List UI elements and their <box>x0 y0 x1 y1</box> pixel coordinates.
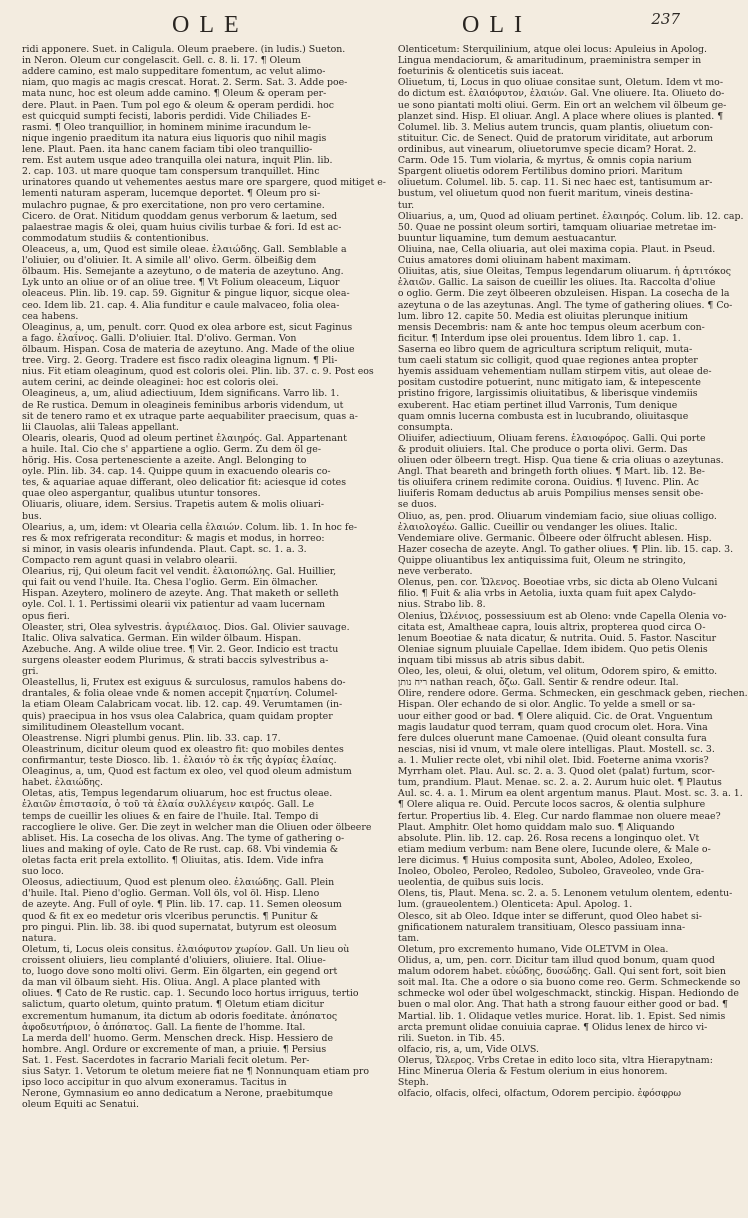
text-line: Lyk unto an oliue or of an oliue tree. ¶ Vt Folium oleaceum, Liquor <box>22 277 340 289</box>
text-line: rem. Est autem usque adeo tranquilla olei natura, inquit Plin. lib. <box>22 155 333 167</box>
text-line: Olidus, a, um, pen. corr. Dicitur tam illud quod bonum, quam quod <box>397 954 715 966</box>
text-line: liues and making of oyle. Cato de Re rust. cap. 68. Vbi vindemia & <box>22 843 339 855</box>
text-line: inquam tibi missus ab atris sibus dabit. <box>397 655 585 667</box>
text-line: Olearis, olearis, Quod ad oleum pertinet ἐλαιηρός. Gal. Appartenant <box>22 432 347 444</box>
text-line: mensis Decembris: nam & ante hoc tempus oleum acerbum con- <box>397 321 705 333</box>
text-line: oyle. Plin. lib. 34. cap. 14. Quippe quum in exacuendo olearis co- <box>22 466 331 478</box>
text-line: fere dulces oluerunt mane Camoenae. (Quid oleant consulta fura <box>397 732 707 744</box>
text-line: Oleosus, adiectiuum, Quod est plenum oleo. ἐλαιώδης. Gall. Plein <box>22 877 335 889</box>
text-line: Olearius, rij, Qui oleum facit vel vendit. ἐλαιοπώλης. Gal. Huillier, <box>22 566 337 578</box>
text-line: urinatores quando ut vehementes aestus mare ore spargere, quod mitiget e- <box>22 177 386 189</box>
text-line: natura. <box>22 932 57 944</box>
text-line: ficitur. ¶ Interdum ipse olei prouentus. Idem libro 1. cap. 1. <box>397 332 681 344</box>
text-line: Oletum, ti, Locus oleis consitus. ἐλαιόφυτον χωρίον. Gall. Un lieu où <box>22 943 350 955</box>
text-line: surgens oleaster eodem Plurimus, & strati baccis sylvestribus a- <box>22 655 329 667</box>
text-line: Nerone, Gymnasium eo anno dedicatum a Nerone, praebitumque <box>22 1088 333 1100</box>
text-line: raccogliere le olive. Ger. Die zeyt in welcher man die Oliuen oder ölbeere <box>22 821 372 833</box>
text-line: Oleniae signum pluuiale Capellae. Idem ibidem. Quo petis Olenis <box>397 643 708 655</box>
text-line: schmecke wol oder übel wolgeschmackt, stinckig. Hispan. Hediondo de <box>397 988 739 1000</box>
text-line: malum odorem habet. εὐώδης, δυσώδης. Gall. Qui sent fort, soit bien <box>397 966 726 978</box>
text-line: o oglio. Germ. Die zeyt ölbeeren obzuleisen. Hispan. La cosecha de la <box>397 288 730 300</box>
text-line: drantales, & folia oleae vnde & nomen accepit ζηματίνη. Columel- <box>22 688 338 700</box>
text-line: mata nunc, hoc est oleum adde camino. ¶ Oleum & operam per- <box>22 88 327 100</box>
text-line: Aul. sc. 4. a. 1. Mirum ea olent argentum manus. Plaut. Most. sc. 3. a. 1. <box>397 788 743 800</box>
text-line: Vendemiare olive. Germanic. Ölbeere oder ölfrucht ablesen. Hisp. <box>397 532 712 544</box>
text-line: ἀφοδευτήριον, ὁ ἀπόπατος. Gall. La fiente de l'homme. Ital. <box>22 1021 306 1033</box>
header-left: OLE <box>172 12 249 38</box>
text-line: Olenus, pen. cor. Ὤλενος. Boeotiae vrbs, sic dicta ab Oleno Vulcani <box>397 577 718 589</box>
text-line: pro pingui. Plin. lib. 38. ibi quod supernatat, butyrum est oleosum <box>22 921 337 933</box>
text-line: nescias, nisi id vnum, vt male olere intelligas. Plaut. Mostell. sc. 3. <box>397 743 715 755</box>
text-line: Steph. <box>397 1077 429 1089</box>
text-line: res & mox refrigerata reconditur: & magis et modus, in horreo: <box>22 532 325 544</box>
text-line: 50. Quae ne possint oleum sortiri, tamquam oliuariae metretae im- <box>397 221 717 233</box>
text-line: Oletas, atis, Tempus legendarum oliuarum, hoc est fructus oleae. <box>22 788 333 800</box>
text-line: Olenticetum: Sterquilinium, atque olei locus: Apuleius in Apolog. <box>397 44 707 55</box>
text-line: quae oleo aspergantur, qualibus utuntur tonsores. <box>22 488 261 500</box>
text-line: fertur. Propertius lib. 4. Eleg. Cur nardo flammae non oluere meae? <box>397 810 721 822</box>
text-line: olfacio, ris, a, um, Vide OLVS. <box>397 1043 539 1055</box>
text-line: magis laudatur quod terram, quam quod crocum olet. Hora. Vina <box>397 721 708 733</box>
text-line: Olenius, Ὠλένιος, possessiuum est ab Oleno: vnde Capella Olenia vo- <box>397 610 727 622</box>
text-line: oleaceus. Plin. lib. 19. cap. 59. Gignitur & pingue liquor, sicque olea- <box>22 288 350 300</box>
text-line: Oleaginus, a, um, Quod est factum ex oleo, vel quod oleum admistum <box>22 766 352 778</box>
text-line: ordinibus, aut vinearum, oliuetorumve specie dicam? Horat. 2. <box>397 143 697 155</box>
text-line: citata est, Amaltheae capra, louis altrix, propterea quod circa O- <box>397 621 706 633</box>
text-line: est quicquid sumpti fecisti, laboris perdidi. Vide Chiliades E- <box>22 110 311 122</box>
text-line: cea habens. <box>22 310 79 322</box>
text-line: lere dicimus. ¶ Huius composita sunt, Aboleo, Adoleo, Exoleo, <box>397 854 693 866</box>
text-line: lum. libro 12. capite 50. Media est oliuitas plerunque initium <box>397 310 688 322</box>
text-line: Oleastrinum, dicitur oleum quod ex oleastro fit: quo mobiles dentes <box>22 743 344 755</box>
text-line: tis oliuifera crinem redimite corona. Ouidius. ¶ Iuvenc. Plin. Ac <box>397 477 699 489</box>
text-line: Olearius, a, um, idem: vt Olearia cella ἐλαιών. Colum. lib. 1. In hoc fe- <box>22 521 358 533</box>
text-line: oliuen oder ölbeern tregt. Hisp. Qua tiene & cria oliuas o azeytunas. <box>397 455 724 467</box>
text-line: Oliuina, nae, Cella oliuaria, aut olei maxima copia. Plaut. in Pseud. <box>397 243 716 255</box>
text-line: uour either good or bad. ¶ Olere aliquid. Cic. de Orat. Vnguentum <box>397 710 713 722</box>
text-line: tum caeli statum sic colligit, quod quae regiones antea propter <box>397 355 698 367</box>
text-line: ἐλαιῶν ἐπιστασία, ὁ τοῦ τὰ ἐλαία συλλέγειν καιρός. Gall. Le <box>22 799 315 811</box>
text-line: ölbaum. His. Semejante a azeytuno, o de materia de azeytuno. Ang. <box>22 266 344 278</box>
text-line: salictum, quarto oletum, quinto pratum. ¶ Oletum etiam dicitur <box>22 999 325 1011</box>
text-line: tam. <box>397 932 420 944</box>
text-line: Myrrham olet. Plau. Aul. sc. 2. a. 3. Quod olet (palat) furtum, scor- <box>397 766 715 778</box>
text-line: sit de tenero ramo et ex utraque parte aequabiliter praecisum, quas a- <box>22 410 358 422</box>
text-line: abliset. His. La cosecha de los olivas. Ang. The tyme of gathering o- <box>22 832 345 844</box>
text-line: rasmi. ¶ Oleo tranquillior, in hominem minime iracundum le- <box>22 121 311 133</box>
text-line: tum, prandium. Plaut. Menae. sc. 2. a. 2. Aurum huic olet. ¶ Plautus <box>397 777 722 789</box>
text-line: ipso loco accipitur in quo alvum exoneramus. Tacitus in <box>22 1077 287 1089</box>
text-line: sius Satyr. 1. Vetorum te oletum meiere fiat ne ¶ Nonnunquam etiam pro <box>22 1066 369 1078</box>
text-line: Oleo, les, oleui, & olui, oletum, vel olitum, Odorem spiro, & emitto. <box>397 666 718 678</box>
text-line: oliues. ¶ Cato de Re rustic. cap. 1. Secundo loco hortus irriguus, tertio <box>22 988 359 1000</box>
text-line: liuiferis Romam deductus ab aruis Pompilius menses sensit obe- <box>397 488 704 500</box>
text-line: de Re rustica. Demum in oleagineis feminibus arboris videndum, ut <box>22 399 344 411</box>
text-line: a. 1. Mulier recte olet, vbi nihil olet. Ibid. Foeterne anima vxoris? <box>397 755 709 766</box>
text-line: Oliuifer, adiectiuum, Oliuam ferens. ἐλαιοφόρος. Galli. Qui porte <box>397 432 706 444</box>
text-line: tur. <box>397 199 415 211</box>
text-line: autem cerini, ac deinde oleaginei: hoc est coloris olei. <box>22 377 279 389</box>
text-line: qui fait ou vend l'huile. Ita. Chesa l'oglio. Germ. Ein ölmacher. <box>22 577 318 589</box>
text-line: Oleaginus, a, um, penult. corr. Quod ex olea arbore est, sicut Faginus <box>22 321 353 333</box>
text-line: Lingua mendaciorum, & amaritudinum, praeministra semper in <box>397 55 702 67</box>
text-line: excrementum humanum, ita dictum ab odoris foeditate. ἀπόπατος <box>22 1010 338 1022</box>
text-line: a fago. ἐλαΐνος. Galli. D'oliuier. Ital. D'olivo. German. Von <box>22 332 297 344</box>
text-line: oleum Equiti ac Senatui. <box>22 1099 139 1111</box>
text-line: Compacto rem agunt quasi in velabro olearii. <box>22 555 238 567</box>
text-line: Saserna eo libro quem de agricultura scriptum reliquit, muta- <box>397 343 693 355</box>
text-line: a huile. Ital. Cio che s' appartiene a oglio. Germ. Zu dem öl ge- <box>22 443 322 455</box>
text-line: exuberent. Hac etiam pertinet illud Varronis, Tum denique <box>397 399 678 411</box>
running-header <box>22 8 686 42</box>
text-columns <box>22 44 748 1208</box>
text-line: da man vil ölbaum sieht. His. Oliua. Angl. A place planted with <box>22 977 321 989</box>
text-line: oletas facta erit prela extollito. ¶ Oliuitas, atis. Idem. Vide infra <box>22 854 324 866</box>
text-line: gri. <box>22 666 39 678</box>
text-line: nius. Fit etiam oleaginum, quod est coloris olei. Plin. lib. 37. c. 9. Post eos <box>22 366 374 378</box>
right-column <box>398 44 748 1208</box>
text-line: tes, & aquariae aquae differant, oleo delicatior fit: aciesque id cotes <box>22 477 347 489</box>
text-line: Oleastrense. Nigri plumbi genus. Plin. lib. 33. cap. 17. <box>22 732 281 744</box>
text-line: Quippe oliuantibus lex antiquissima fuit, Oleum ne stringito, <box>397 555 686 567</box>
text-line: Oleastellus, li, Frutex est exiguus & surculosus, ramulos habens do- <box>22 677 346 689</box>
text-line: Plaut. Amphitr. Olet homo quiddam malo suo. ¶ Aliquando <box>397 821 675 833</box>
text-line: ἐλαιῶν. Gallic. La saison de cueillir les oliues. Ita. Raccolta d'oliue <box>397 277 716 289</box>
text-line: lenum Boeotiae & nata dicatur, & nutrita. Ouid. 5. Fastor. Nascitur <box>397 632 717 644</box>
text-line: positam custodire potuerint, nunc mitigato iam, & intepescente <box>397 377 701 389</box>
text-line: ceo. Idem lib. 21. cap. 4. Alia funditur e caule malvaceo, folia olea- <box>22 299 340 311</box>
text-line: Oliuitas, atis, siue Oleitas, Tempus legendarum oliuarum. ἡ ἀρτιτόκος <box>397 266 732 278</box>
text-line: Martial. lib. 1. Olidaque vetles murice. Horat. lib. 1. Epist. Sed nimis <box>397 1010 726 1022</box>
text-line: Azebuche. Ang. A wilde oliue tree. ¶ Vir. 2. Geor. Indicio est tractu <box>22 643 339 655</box>
text-line: Carm. Ode 15. Tum violaria, & myrtus, & omnis copia narium <box>397 155 692 167</box>
text-line: hombre. Angl. Ordure or excremente of man, a priuie. ¶ Persius <box>22 1043 327 1055</box>
text-line: ridi apponere. Suet. in Caligula. Oleum praebere. (in ludis.) Sueton. <box>22 44 346 55</box>
text-line: soit mal. Ita. Che a odore o sia buono come reo. Germ. Schmeckende so <box>397 977 741 989</box>
text-line: Oliuo, as, pen. prod. Oliuarum vindemiam facio, siue oliuas colligo. <box>397 510 717 522</box>
text-line: quam omnis lucerna combusta est in lucubrando, oliuitasque <box>397 410 689 422</box>
text-line: dere. Plaut. in Paen. Tum pol ego & oleum & operam perdidi. hoc <box>22 99 335 111</box>
text-line: se duos. <box>397 499 437 511</box>
text-line: in Neron. Oleum cur congelascit. Gell. c. 8. li. 17. ¶ Oleum <box>22 55 301 67</box>
text-line: Sat. 1. Fest. Sacerdotes in facrario Mariali fecit oletum. Per- <box>22 1054 310 1066</box>
text-line: si minor, in vasis olearis infundenda. Plaut. Capt. sc. 1. a. 3. <box>22 543 307 555</box>
text-line: niam, quo magis ac magis crescat. Horat. 2. Serm. Sat. 3. Adde poe- <box>22 77 348 89</box>
text-line: tree. Virg. 2. Georg. Tradere est fisco radix oleagina lignum. ¶ Pli- <box>22 355 338 367</box>
text-line: oliuetum. Columel. lib. 5. cap. 11. Si nec haec est, tantisumum ar- <box>397 177 713 189</box>
text-line: quis) praecipua in hos vsus olea Calabrica, quam quidam propter <box>22 710 333 722</box>
text-line: temps de cueillir les oliues & en faire de l'huile. Ital. Tempo di <box>22 810 319 822</box>
text-line: buuntur liquamine, tum demum aestuacantur. <box>397 232 617 244</box>
text-line: de azeyte. Ang. Full of oyle. ¶ Plin. lib. 17. cap. 11. Semen oleosum <box>22 899 342 911</box>
text-line: do dictum est. ἐλαιόφυτον, ἐλαιών. Gal. Vne oliuere. Ita. Oliueto do- <box>397 88 725 100</box>
text-line: Hispan. Oler echando de si olor. Anglic. To yelde a smell or sa- <box>397 699 696 711</box>
text-line: filio. ¶ Fuit & alia vrbs in Aetolia, iuxta quam fuit apex Calydo- <box>397 588 696 600</box>
text-line: 2. cap. 103. ut mare quoque tam conspersum tranquillet. Hinc <box>22 166 320 178</box>
text-line: la etiam Oleam Calabricam vocat. lib. 12. cap. 49. Verumtamen (in- <box>22 699 343 711</box>
text-line: Olire, rendere odore. Germa. Schmecken, ein geschmack geben, riechen. <box>397 688 748 700</box>
text-line: ue sono piantati molti oliui. Germ. Ein ort an welchem vil ölbeum ge- <box>397 99 727 111</box>
text-line: & produit oliuiers. Ital. Che produce o porta olivi. Germ. Das <box>397 443 688 455</box>
text-line: Oletum, pro excremento humano, Vide OLETVM in Olea. <box>397 943 669 955</box>
text-line: oyle. Col. l. 1. Pertissimi olearii vix patientur ad vaam lucernam <box>22 599 326 611</box>
text-line: foeturinis & olenticetis suis iaceat. <box>397 66 564 78</box>
text-line: etiam medium verbum: nam Bene olere, Iucunde olere, & Male o- <box>397 843 711 855</box>
text-line: gnificationem naturalem transitiuam, Olesco passiuam inna- <box>397 921 686 933</box>
text-line: quod & fit ex eo medetur oris vlceribus perunctis. ¶ Punitur & <box>22 910 319 922</box>
text-line: Hispan. Azeytero, molinero de azeyte. Ang. That maketh or selleth <box>22 588 339 600</box>
text-line: hyemis assiduam vehementiam nullam stirpem vitis, aut oleae de- <box>397 366 712 378</box>
text-line: lementi naturam asperam, lucemque deportet. ¶ Oleum pro si- <box>22 188 321 200</box>
text-line: to, luogo dove sono molti olivi. Germ. Ein ölgarten, ein gegend ort <box>22 966 338 978</box>
text-line: suo loco. <box>22 866 64 878</box>
text-line: azeytuna o de las azeytunas. Angl. The tyme of gathering oliues. ¶ Co- <box>397 299 733 311</box>
text-line: nique ingenio praeditum ita natura eius liquoris quo nihil magis <box>22 132 327 144</box>
text-line: planzet sind. Hisp. El oliuar. Angl. A place where oliues is planted. ¶ <box>397 110 724 122</box>
text-line: hörig. His. Cosa pertenesciente a azeite. Angl. Belonging to <box>22 455 307 467</box>
text-line: Oliuetum, ti, Locus in quo oliuae consitae sunt, Oletum. Idem vt mo- <box>397 77 723 89</box>
text-line: La merda dell' huomo. Germ. Menschen dreck. Hisp. Hessiero de <box>22 1032 334 1044</box>
text-line: confirmantur, teste Diosco. lib. 1. ἐλαιόν τὸ ἐκ τῆς ἀγρίας ἐλαίας. <box>22 755 337 766</box>
header-right: OLI <box>462 12 532 38</box>
text-line: Olesco, sit ab Oleo. Idque inter se differunt, quod Oleo habet si- <box>397 910 702 922</box>
text-line: absolute. Plin. lib. 12. cap. 26. Rosa recens a longinquo olet. Vt <box>397 832 700 844</box>
text-line: rili. Sueton. in Tib. 45. <box>397 1032 505 1044</box>
text-line: nius. Strabo lib. 8. <box>397 599 486 611</box>
text-line: Oleaceus, a, um, Quod est simile oleae. ἐλαιώδης. Gall. Semblable a <box>22 243 347 255</box>
text-line: ölbaum. Hispan. Cosa de materia de azeytuno. Ang. Made of the oliue <box>22 343 355 355</box>
text-line: Spargent oliuetis odorem Fertilibus domino priori. Maritum <box>397 166 683 178</box>
text-line: ueolentia, de quibus suis locis. <box>397 877 544 889</box>
text-line: similitudinem Oleastellum vocant. <box>22 721 185 733</box>
text-line: Oliuarius, a, um, Quod ad oliuam pertinet. ἐλαιηρός. Colum. lib. 12. cap. <box>397 210 744 222</box>
text-line: Italic. Oliva salvatica. German. Ein wilder ölbaum. Hispan. <box>22 632 302 644</box>
text-line: stituitur. Cic. de Senect. Quid de pratorum viriditate, aut arborum <box>397 132 713 144</box>
text-line: Inoleo, Oboleo, Peroleo, Redoleo, Suboleo, Graveoleo, vnde Gra- <box>397 866 705 878</box>
text-line: Cuius amatores domi oliuinam habent maximam. <box>397 255 632 267</box>
text-line: ἐλαιολογέω. Gallic. Cueillir ou vendanger les oliues. Italic. <box>397 521 678 533</box>
text-line: lii Clauolas, alii Taleas appellant. <box>22 421 179 433</box>
text-line: commodatum studiis & contentionibus. <box>22 232 209 244</box>
text-line: lene. Plaut. Paen. ita hanc canem faciam tibi oleo tranquillio- <box>22 143 313 155</box>
text-line: olfacio, olfacis, olfeci, olfactum, Odorem percipio. ἐφόσφρω <box>397 1088 681 1100</box>
text-line: neve verberato. <box>397 566 473 578</box>
text-line: Oleagineus, a, um, aliud adiectiuum, Idem significans. Varro lib. 1. <box>22 388 340 400</box>
text-line: bus. <box>22 510 42 522</box>
text-line: l'oliuier, ou d'oliuier. It. A simile all' olivo. Germ. ölbeißig dem <box>22 255 317 267</box>
text-line: arcta premunt olidae conuiuia caprae. ¶ Olidus lenex de hirco vi- <box>397 1021 708 1033</box>
text-line: opus fieri. <box>22 610 70 622</box>
text-line: lum. (graueolentem.) Olenticeta: Apul. Apolog. 1. <box>397 899 633 911</box>
text-line: Oleaster, stri, Olea sylvestris. ἀγριέλαιος. Dios. Gal. Olivier sauvage. <box>22 621 350 633</box>
text-line: palaestrae magis & olei, quam huius civilis turbae & fori. Id est ac- <box>22 221 342 233</box>
text-line: Oliuaris, oliuare, idem. Sersius. Trapetis autem & molis oliuari- <box>22 499 325 511</box>
text-line: pristino frigore, largissimis oliuitatibus, & liberisque vindemiis <box>397 388 698 400</box>
text-line: Hinc Minerua Oleria & Festum olerium in eius honorem. <box>397 1066 668 1078</box>
text-line: Cicero. de Orat. Nitidum quoddam genus verborum & laetum, sed <box>22 210 338 222</box>
text-line: croissent oliuiers, lieu complanté d'oliuiers, oliuiere. Ital. Oliue- <box>22 954 326 966</box>
page-number: 237 <box>651 10 680 28</box>
text-line: d'huile. Ital. Pieno d'oglio. German. Voll öls, vol öl. Hisp. Lleno <box>22 888 320 900</box>
text-line: Columel. lib. 3. Melius autem truncis, quam plantis, oliuetum con- <box>397 121 713 133</box>
text-line: habet. ἐλαιώδης. <box>22 777 104 789</box>
text-line: Angl. That beareth and bringeth forth oliues. ¶ Mart. lib. 12. Be- <box>397 466 705 478</box>
text-line: addere camino, est malo suppeditare fomentum, ac velut alimo- <box>22 66 326 78</box>
text-line: bustum, vel oliuetum quod non fuerit maritum, vineis destina- <box>397 188 694 200</box>
text-line: mulachro pugnae, & pro exercitatione, non pro vero certamine. <box>22 199 325 211</box>
text-line: Hazer cosecha de azeyte. Angl. To gather oliues. ¶ Plin. lib. 15. cap. 3. <box>397 543 734 555</box>
text-line: consumpta. <box>397 421 453 433</box>
text-line: ¶ Olere aliqua re. Ouid. Percute locos sacros, & olentia sulphure <box>397 799 706 811</box>
text-line: buen o mal olor. Ang. That hath a strong fauour either good or bad. ¶ <box>397 999 728 1011</box>
left-column <box>22 44 386 1208</box>
text-line: Olens, tis, Plaut. Mena. sc. 2. a. 5. Lenonem vetulum olentem, edentu- <box>397 888 733 900</box>
text-line: Olerus, Ὤλερος. Vrbs Cretae in edito loco sita, vltra Hierapytnam: <box>397 1054 713 1066</box>
text-line: ריח נותן nathan reach, ὄζω. Gall. Sentir & rendre odeur. Ital. <box>397 677 679 689</box>
